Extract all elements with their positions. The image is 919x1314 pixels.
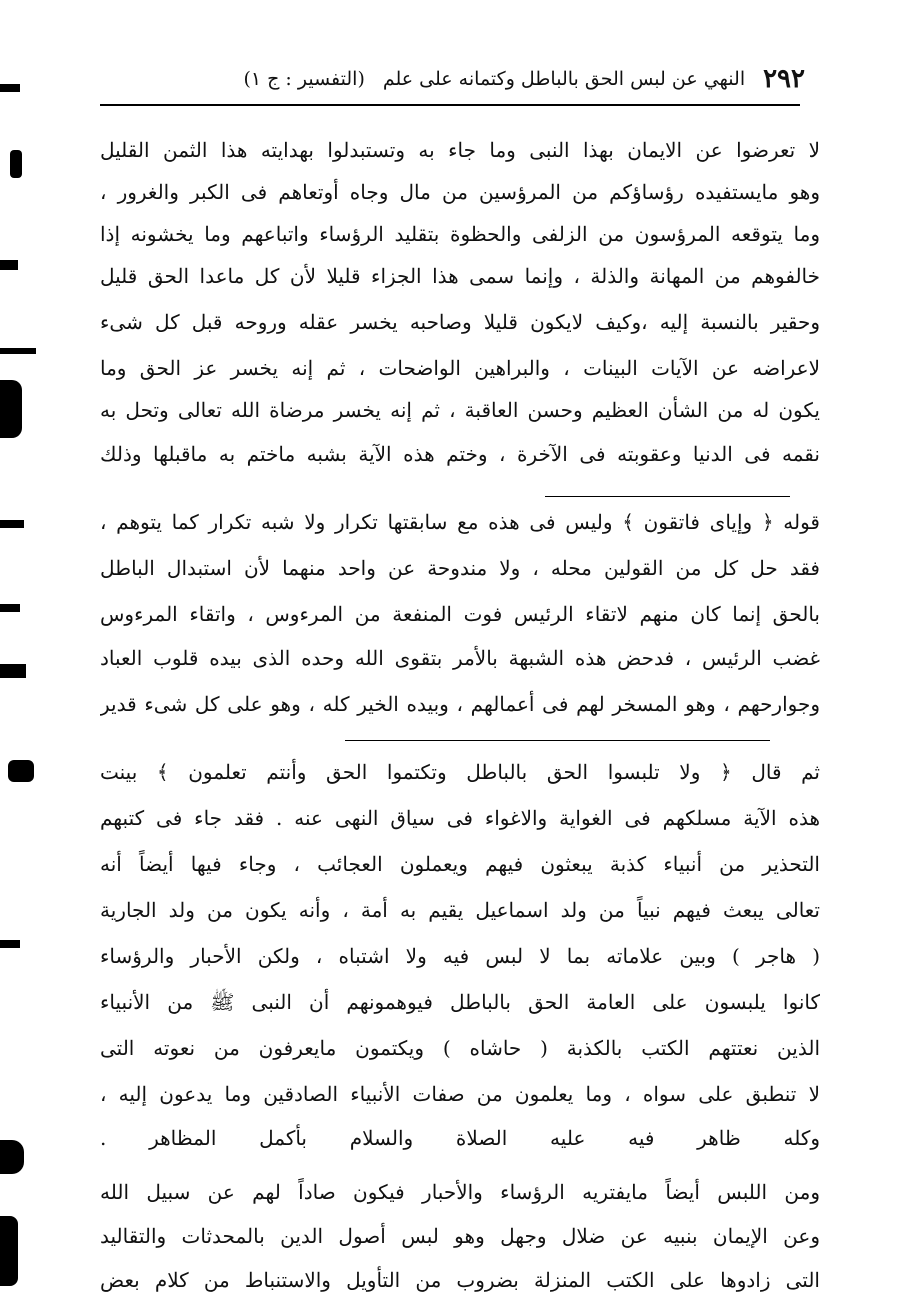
section-rule (345, 740, 770, 741)
text-line: بالحق إنما كان منهم لاتقاء الرئيس فوت المنفعة من المرءوس ، واتقاء المرءوس (100, 602, 820, 626)
text-line: ومن اللبس أيضاً مايفتريه الرؤساء والأحبار فيكون صاداً لهم عن سبيل الله (100, 1180, 820, 1204)
scan-artifact (0, 1216, 18, 1286)
header-rule (100, 104, 800, 106)
text-line: كانوا يلبسون على العامة الحق بالباطل فيوهمونهم أن النبى ﷺ من الأنبياء (100, 990, 820, 1014)
page-number: ٢٩٢ (763, 64, 805, 94)
text-line: وعن الإيمان بنبيه عن ضلال وجهل وهو لبس أصول الدين بالمحدثات والتقاليد (100, 1224, 820, 1248)
page-header (105, 60, 805, 98)
text-line: التحذير من أنبياء كذبة يبعثون فيهم ويعملون العجائب ، وجاء فيها أيضاً أنه (100, 852, 820, 876)
scan-artifact (0, 940, 20, 948)
text-line: لا تنطبق على سواه ، وما يعلمون من صفات الأنبياء الصادقين وما يدعون إليه ، (100, 1082, 820, 1106)
scan-artifact (0, 520, 24, 528)
scan-artifact (0, 604, 20, 612)
scan-artifact (0, 380, 22, 438)
text-line: يكون له من الشأن العظيم وحسن العاقبة ، ثم إنه يخسر مرضاة الله تعالى وتحل به (100, 398, 820, 422)
scan-artifact (0, 664, 26, 678)
scan-artifact (0, 1140, 24, 1174)
text-line: وهو مايستفيده رؤساؤكم من المرؤسين من مال وجاه أوتعاهم فى الكبر والغرور ، (100, 180, 820, 204)
text-line: تعالى يبعث فيهم نبياً من ولد اسماعيل يقيم به أمة ، وأنه يكون من ولد الجارية (100, 898, 820, 922)
text-line: نقمه فى الدنيا وعقوبته فى الآخرة ، وختم هذه الآية بشبه ماختم به ماقبلها وذلك (100, 442, 820, 466)
text-line: فقد حل كل من القولين محله ، ولا مندوحة عن واحد منهما لأن استبدال الباطل (100, 556, 820, 580)
text-line: وما يتوقعه المرؤسون من الزلفى والحظوة بتقليد الرؤساء واتباعهم وما يخشونه إذا (100, 222, 820, 246)
scan-artifact (8, 760, 34, 782)
text-line: التى زادوها على الكتب المنزلة بضروب من التأويل والاستنباط من كلام بعض (100, 1268, 820, 1292)
text-line: خالفوهم من المهانة والذلة ، وإنما سمى هذا الجزاء قليلا لأن كل ماعدا الحق قليل (100, 264, 820, 288)
text-line: لا تعرضوا عن الايمان بهذا النبى وما جاء به وتستبدلوا بهدايته هذا الثمن القليل (100, 138, 820, 162)
text-line: الذين نعتتهم الكتب بالكذبة ( حاشاه ) ويكتمون مايعرفون من نعوته التى (100, 1036, 820, 1060)
running-title: النهي عن لبس الحق بالباطل وكتمانه على علم (382, 68, 746, 90)
scan-artifact (0, 84, 20, 92)
text-line: هذه الآية مسلكهم فى الغواية والاغواء فى سياق النهى عنه . فقد جاء فى كتبهم (100, 806, 820, 830)
text-line: وجوارحهم ، وهو المسخر لهم فى أعمالهم ، وبيده الخير كله ، وهو على كل شىء قدير (100, 692, 820, 716)
text-line: ثم قال ﴿ ولا تلبسوا الحق بالباطل وتكتموا الحق وأنتم تعلمون ﴾ بينت (100, 760, 820, 784)
scan-artifact (0, 260, 18, 270)
text-line: قوله ﴿ وإياى فاتقون ﴾ وليس فى هذه مع سابقتها تكرار ولا شبه تكرار كما يتوهم ، (100, 510, 820, 534)
text-line: ( هاجر ) وبين علاماته بما لا لبس فيه ولا اشتباه ، ولكن الأحبار والرؤساء (100, 944, 820, 968)
text-line: لاعراضه عن الآيات البينات ، والبراهين الواضحات ، ثم إنه يخسر عز الحق وما (100, 356, 820, 380)
section-rule (545, 496, 790, 497)
text-line: وحقير بالنسبة إليه ،وكيف لايكون قليلا وصاحبه يخسر عقله وروحه قبل كل شىء (100, 310, 820, 334)
book-reference: (التفسير : ج ١) (243, 68, 365, 90)
text-line: وكله ظاهر فيه عليه الصلاة والسلام بأكمل المظاهر . (100, 1126, 820, 1150)
scan-artifact (10, 150, 22, 178)
scan-artifact (0, 348, 36, 354)
text-line: غضب الرئيس ، فدحض هذه الشبهة بالأمر بتقوى الله وحده الذى بيده قلوب العباد (100, 646, 820, 670)
